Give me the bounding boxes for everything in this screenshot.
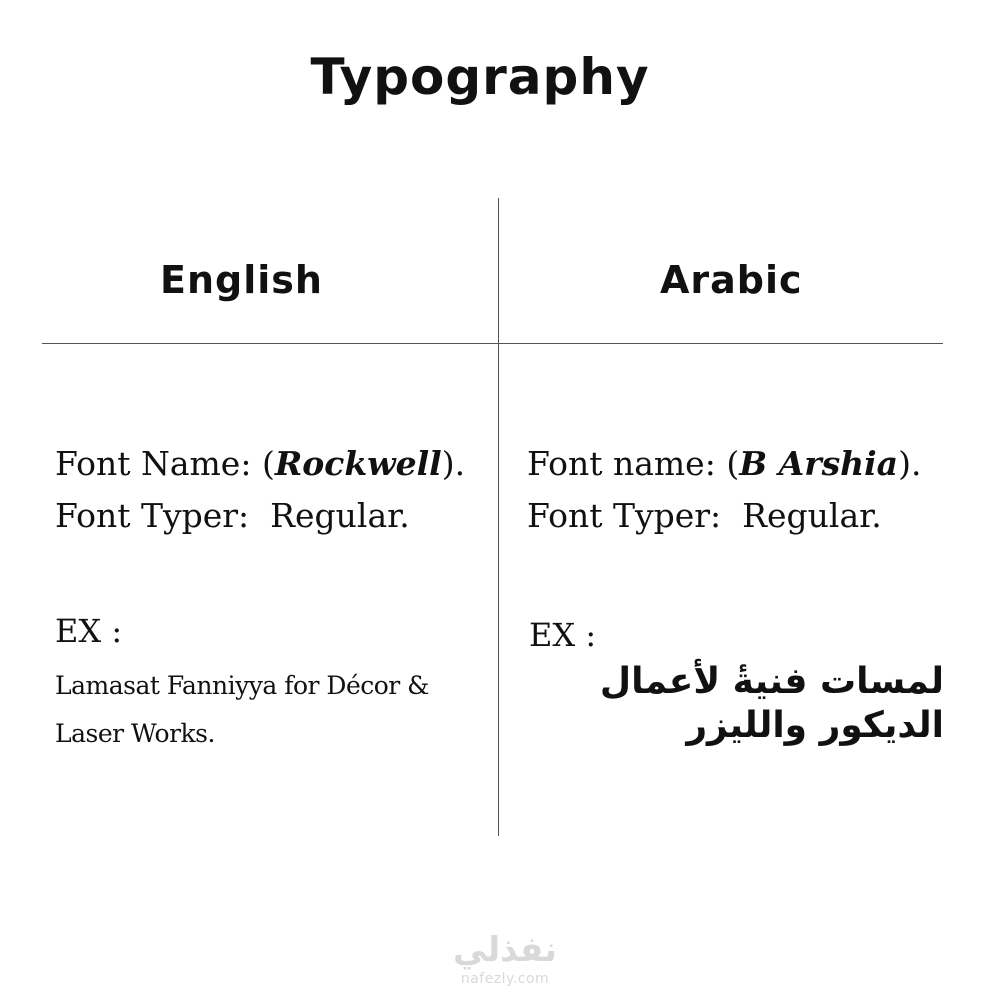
english-font-type-value: Regular. [270, 496, 410, 535]
english-font-spec [55, 438, 465, 542]
arabic-font-name-prefix: Font name: ( [527, 444, 740, 483]
arabic-font-type-line [527, 490, 921, 542]
arabic-example-label: EX : [529, 616, 597, 654]
english-font-name-line [55, 438, 465, 490]
page-title: Typography [310, 48, 650, 106]
watermark-url: nafezly.com [460, 971, 550, 987]
english-font-name-prefix: Font Name: ( [55, 444, 275, 483]
vertical-divider [498, 198, 499, 836]
arabic-example-text: لمسات فنيةٔ لأعمال الديكور والليزر [599, 661, 944, 746]
english-font-name: Rockwell [274, 444, 442, 483]
english-column-heading: English [160, 258, 323, 302]
arabic-font-spec [527, 438, 921, 542]
arabic-column-heading: Arabic [660, 258, 803, 302]
arabic-font-name-line [527, 438, 921, 490]
english-example-text: Lamasat Fanniyya for Décor & Laser Works. [55, 671, 429, 748]
horizontal-divider [42, 343, 943, 344]
watermark [430, 930, 580, 988]
arabic-font-name: B Arshia [739, 444, 899, 483]
english-example-label: EX : [55, 612, 123, 650]
arabic-font-type-label: Font Typer: [527, 496, 722, 535]
watermark-brand: نفذلي [452, 930, 558, 970]
arabic-font-type-value: Regular. [742, 496, 882, 535]
arabic-font-name-suffix: ). [898, 444, 922, 483]
english-font-type-line [55, 490, 465, 542]
english-font-name-suffix: ). [441, 444, 466, 483]
english-font-type-label: Font Typer: [55, 496, 250, 535]
